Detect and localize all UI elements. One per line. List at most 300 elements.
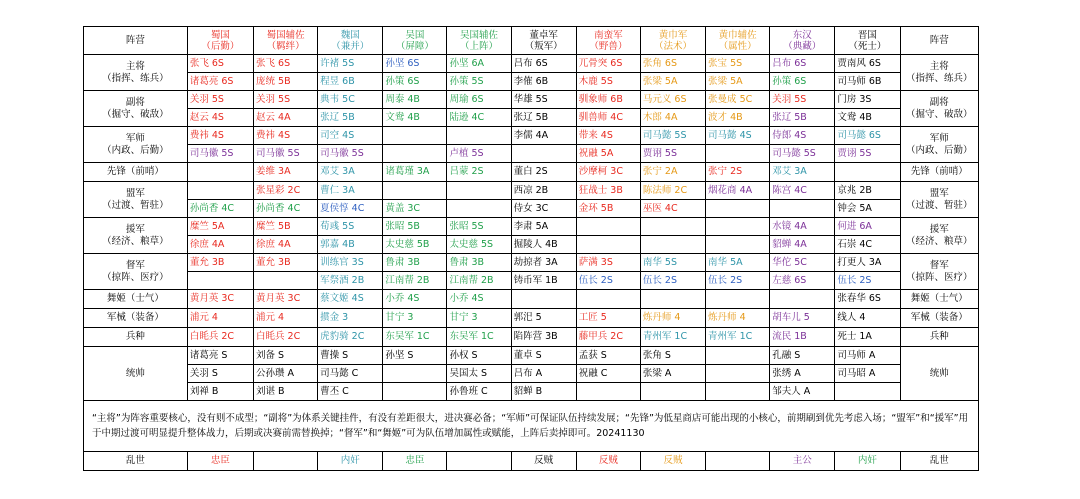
faction-name: 魏国 <box>340 29 360 41</box>
role-tag-cell <box>640 452 705 471</box>
unit-cell <box>318 218 383 236</box>
unit-entry: 太史慈 5S <box>449 238 494 250</box>
faction-header <box>576 27 640 55</box>
unit-entry: 董允 3B <box>189 256 225 268</box>
unit-cell <box>576 163 640 182</box>
role-name: 军师 <box>929 132 949 144</box>
unit-cell <box>318 347 383 365</box>
unit-cell <box>383 365 447 383</box>
unit-cell <box>254 272 318 290</box>
unit-cell <box>511 73 576 91</box>
unit-cell <box>187 109 253 127</box>
unit-entry: 黄月英 3C <box>189 293 235 304</box>
unit-cell <box>254 200 318 218</box>
unit-entry: 张辽 5B <box>772 111 807 123</box>
unit-cell <box>640 309 705 328</box>
role-name: 盟军 <box>929 187 949 199</box>
unit-entry: 小乔 4S <box>449 293 484 304</box>
unit-entry: 程昱 6B <box>320 75 355 87</box>
role-desc: （内政、后勤） <box>905 144 973 156</box>
unit-cell <box>511 163 576 182</box>
role-tag: 内奸 <box>340 455 360 466</box>
unit-entry: 赵云 4S <box>189 111 224 123</box>
role-desc: （掠阵、医疗） <box>905 271 973 283</box>
unit-cell <box>383 73 447 91</box>
unit-entry: 周泰 4B <box>385 93 420 105</box>
faction-header <box>706 27 770 55</box>
unit-entry: 曹丕 C <box>320 385 349 397</box>
unit-cell <box>383 55 447 73</box>
unit-cell <box>706 55 770 73</box>
unit-entry: 李儒 4A <box>513 129 549 141</box>
faction-name: 黄巾军 <box>658 29 688 41</box>
unit-entry: 江南帮 2B <box>385 274 430 286</box>
unit-cell <box>576 73 640 91</box>
unit-entry: 许褚 5S <box>320 57 355 69</box>
unit-cell <box>383 290 447 309</box>
faction-trait: （属性） <box>718 40 757 52</box>
unit-entry: 司马徽 5S <box>256 147 300 159</box>
unit-cell <box>770 182 835 200</box>
unit-entry: 董允 3B <box>256 256 291 268</box>
faction-trait: （上阵） <box>460 40 499 52</box>
faction-trait: （屏障） <box>395 40 434 52</box>
unit-cell <box>447 272 511 290</box>
unit-cell <box>770 328 835 347</box>
unit-entry: 张辽 5B <box>320 111 355 123</box>
unit-cell <box>447 290 511 309</box>
unit-cell <box>187 272 253 290</box>
unit-cell <box>383 218 447 236</box>
unit-entry: 张飞 6S <box>189 57 224 69</box>
unit-entry: 太史慈 5B <box>385 238 430 250</box>
unit-entry: 木鹿 5S <box>578 75 613 87</box>
unit-cell <box>640 127 705 145</box>
unit-cell <box>254 328 318 347</box>
unit-cell <box>318 55 383 73</box>
unit-entry: 鲁肃 3B <box>385 256 420 268</box>
unit-entry: 李傕 6B <box>513 75 549 87</box>
table-row <box>84 254 979 272</box>
faction-trait: （法术） <box>653 40 692 52</box>
unit-entry: 侍郎 4S <box>772 129 807 141</box>
unit-cell <box>706 163 770 182</box>
unit-entry: 沙摩柯 3C <box>578 166 623 177</box>
role-tag: 反贼 <box>663 455 683 466</box>
role-label-right <box>900 328 979 347</box>
unit-cell <box>447 328 511 347</box>
role-tag: 内奸 <box>857 455 877 466</box>
unit-entry: 军祭酒 2B <box>320 274 365 286</box>
unit-cell <box>770 200 835 218</box>
unit-cell <box>318 91 383 109</box>
unit-entry: 董白 2S <box>513 166 548 177</box>
unit-cell <box>770 145 835 163</box>
unit-entry: 邹夫人 A <box>772 385 811 397</box>
role-tag-cell <box>706 452 770 471</box>
role-tag-cell <box>835 452 900 471</box>
unit-entry: 张曼成 5C <box>708 93 753 105</box>
unit-cell <box>576 383 640 401</box>
role-name: 舞姬（士气） <box>910 293 968 304</box>
unit-entry: 西凉 2B <box>513 184 549 196</box>
unit-cell <box>770 347 835 365</box>
faction-header <box>835 27 900 55</box>
unit-entry: 曹仁 3A <box>320 184 355 196</box>
unit-entry: 李肃 5A <box>513 220 549 232</box>
unit-cell <box>770 163 835 182</box>
unit-entry: 刘谌 B <box>256 385 285 397</box>
role-desc: （过渡、暂驻） <box>905 199 973 211</box>
unit-entry: 曹操 S <box>320 349 349 361</box>
unit-cell <box>770 127 835 145</box>
role-tag-cell <box>383 452 447 471</box>
table-row <box>84 73 979 91</box>
unit-entry: 萨满 3S <box>578 256 613 268</box>
unit-entry: 黄月英 3C <box>256 293 301 304</box>
unit-cell <box>187 383 253 401</box>
role-label-left <box>84 55 188 91</box>
unit-entry: 关羽 S <box>189 367 218 379</box>
unit-cell <box>640 182 705 200</box>
unit-cell <box>511 272 576 290</box>
unit-entry: 张星彩 2C <box>256 184 301 196</box>
unit-entry: 南华 5A <box>708 256 743 268</box>
unit-entry: 司马昭 A <box>837 367 876 379</box>
role-label-right <box>900 182 979 218</box>
role-name: 军械（装备） <box>910 312 968 323</box>
unit-cell <box>770 236 835 254</box>
role-name: 兵种 <box>125 331 145 342</box>
unit-cell <box>187 309 253 328</box>
unit-cell <box>770 218 835 236</box>
unit-entry: 陷阵营 3B <box>513 331 558 342</box>
unit-cell <box>254 109 318 127</box>
unit-entry: 孙权 S <box>449 349 478 361</box>
unit-cell <box>447 200 511 218</box>
unit-cell <box>254 236 318 254</box>
table-row <box>84 182 979 200</box>
unit-cell <box>640 290 705 309</box>
unit-entry: 胡车儿 5 <box>772 312 810 323</box>
unit-cell <box>383 109 447 127</box>
unit-cell <box>576 127 640 145</box>
unit-cell <box>640 218 705 236</box>
unit-entry: 波才 4B <box>708 111 743 123</box>
faction-trait: （叛军） <box>524 40 563 52</box>
unit-cell <box>640 236 705 254</box>
unit-cell <box>770 365 835 383</box>
footer-right-label: 乱世 <box>900 452 979 471</box>
unit-cell <box>511 218 576 236</box>
role-desc: （掘守、破敌） <box>905 108 973 120</box>
unit-cell <box>447 383 511 401</box>
unit-entry: 何进 6A <box>837 220 872 232</box>
unit-entry: 司马懿 4S <box>708 129 752 141</box>
unit-entry: 驯象师 6B <box>578 93 623 105</box>
role-name: 副将 <box>125 96 145 108</box>
unit-cell <box>640 109 705 127</box>
unit-cell <box>640 163 705 182</box>
unit-cell <box>706 236 770 254</box>
unit-cell <box>254 163 318 182</box>
unit-cell <box>383 272 447 290</box>
unit-entry: 东吴军 1C <box>449 331 494 342</box>
faction-trait: （死士） <box>848 40 887 52</box>
role-label-right <box>900 163 979 182</box>
table-row <box>84 383 979 401</box>
unit-cell <box>706 328 770 347</box>
role-desc: （经济、粮草） <box>905 235 973 247</box>
unit-cell <box>254 347 318 365</box>
unit-entry: 劫掠者 3A <box>513 256 558 268</box>
unit-cell <box>835 347 900 365</box>
role-label-left <box>84 182 188 218</box>
unit-entry: 张梁 A <box>642 367 672 379</box>
unit-entry: 甘宁 3 <box>449 312 478 323</box>
unit-entry: 木郎 4A <box>642 111 678 123</box>
table-row <box>84 109 979 127</box>
unit-entry: 孟获 S <box>578 349 607 361</box>
unit-entry: 卢植 5S <box>449 147 484 159</box>
role-label-right <box>900 55 979 91</box>
table-row <box>84 365 979 383</box>
unit-cell <box>254 55 318 73</box>
unit-cell <box>383 328 447 347</box>
unit-cell <box>383 127 447 145</box>
table-row <box>84 309 979 328</box>
unit-cell <box>318 383 383 401</box>
unit-entry: 糜竺 5A <box>189 220 225 232</box>
unit-entry: 关羽 5S <box>189 93 224 105</box>
unit-cell <box>447 91 511 109</box>
unit-cell <box>835 91 900 109</box>
unit-cell <box>576 365 640 383</box>
unit-cell <box>576 290 640 309</box>
unit-entry: 文鸯 4B <box>837 111 872 123</box>
unit-entry: 兀骨突 6S <box>578 57 623 69</box>
header-left-label: 阵营 <box>84 27 188 55</box>
role-label-left <box>84 91 188 127</box>
unit-entry: 董卓 S <box>513 349 542 361</box>
lineup-table <box>83 26 979 471</box>
table-row <box>84 218 979 236</box>
unit-entry: 司空 4S <box>320 129 355 141</box>
unit-cell <box>706 145 770 163</box>
role-label-right <box>900 347 979 401</box>
role-label-right <box>900 91 979 127</box>
role-label-left <box>84 347 188 401</box>
unit-entry: 江南帮 2B <box>449 274 494 286</box>
unit-entry: 南华 5S <box>642 256 677 268</box>
unit-cell <box>706 127 770 145</box>
unit-entry: 驯兽师 4C <box>578 111 623 123</box>
unit-entry: 徐庶 4A <box>256 238 291 250</box>
unit-cell <box>447 182 511 200</box>
table-row <box>84 145 979 163</box>
unit-entry: 司马懿 5S <box>772 147 816 159</box>
unit-entry: 孙坚 S <box>385 349 414 361</box>
unit-cell <box>770 73 835 91</box>
unit-entry: 带来 4S <box>578 129 613 141</box>
unit-cell <box>835 236 900 254</box>
role-name: 统帅 <box>125 367 145 379</box>
footer-row <box>84 452 979 471</box>
unit-entry: 青州军 1C <box>642 331 688 342</box>
unit-entry: 刘禅 B <box>189 385 219 397</box>
unit-entry: 水镜 4A <box>772 220 807 232</box>
role-tag-cell <box>511 452 576 471</box>
unit-entry: 贾南风 6S <box>837 57 881 69</box>
unit-entry: 浦元 4 <box>189 312 218 323</box>
unit-cell <box>383 182 447 200</box>
faction-header <box>383 27 447 55</box>
faction-trait: （野兽） <box>589 40 628 52</box>
role-label-left <box>84 163 188 182</box>
unit-entry: 司马师 6B <box>837 75 882 87</box>
unit-entry: 司马师 A <box>837 349 876 361</box>
footnote-text: “主将”为阵容重要核心，没有则不成型；“副将”为体系关键挂件，有没有差距很大，进决赛必备；“军师”可保证队伍持续发展；“先锋”为低星商店可能出现的小核心，前期刷到优先考虑入场；“盟军”和“援军”用于中期过渡可明显提升整体战力，后期或决赛前需替换掉；“督军”和“舞姬”可为队伍增加属性或赋能，上阵后卖掉即可。20241130 <box>84 401 979 452</box>
unit-cell <box>706 254 770 272</box>
unit-cell <box>318 290 383 309</box>
unit-cell <box>706 347 770 365</box>
unit-cell <box>511 182 576 200</box>
unit-entry: 吕布 6S <box>772 57 807 69</box>
unit-entry: 孙鲁班 C <box>449 385 488 397</box>
unit-cell <box>576 182 640 200</box>
unit-cell <box>835 290 900 309</box>
unit-cell <box>835 73 900 91</box>
unit-cell <box>576 347 640 365</box>
unit-entry: 张春华 6S <box>837 293 881 304</box>
unit-entry: 费祎 4S <box>256 129 291 141</box>
role-label-left <box>84 218 188 254</box>
unit-entry: 司马徽 5S <box>189 147 234 159</box>
faction-header <box>318 27 383 55</box>
unit-entry: 张昭 5S <box>449 220 484 232</box>
unit-cell <box>318 365 383 383</box>
unit-cell <box>254 218 318 236</box>
unit-cell <box>383 383 447 401</box>
table-row <box>84 347 979 365</box>
unit-cell <box>318 328 383 347</box>
unit-entry: 司马懿 5S <box>642 129 687 141</box>
unit-cell <box>187 127 253 145</box>
faction-trait: （典藏） <box>783 40 822 52</box>
unit-cell <box>511 109 576 127</box>
faction-header <box>770 27 835 55</box>
unit-cell <box>511 91 576 109</box>
unit-entry: 张宝 5S <box>708 57 743 69</box>
unit-cell <box>640 365 705 383</box>
unit-entry: 金环 5B <box>578 202 614 214</box>
unit-entry: 徐庶 4A <box>189 238 225 250</box>
role-tag-cell <box>770 452 835 471</box>
role-name: 副将 <box>929 96 949 108</box>
unit-entry: 张角 S <box>642 349 671 361</box>
unit-entry: 白眊兵 2C <box>256 331 301 342</box>
faction-name: 东汉 <box>792 29 812 41</box>
unit-entry: 华佗 5C <box>772 256 807 268</box>
unit-cell <box>318 73 383 91</box>
unit-entry: 诸葛亮 S <box>189 349 228 361</box>
unit-cell <box>254 383 318 401</box>
table-row <box>84 127 979 145</box>
faction-header <box>254 27 318 55</box>
unit-entry: 司马徽 5S <box>320 147 364 159</box>
role-name: 先锋（前哨） <box>106 166 164 177</box>
table-row <box>84 272 979 290</box>
role-label-right <box>900 218 979 254</box>
unit-entry: 鲁肃 3B <box>449 256 485 268</box>
unit-cell <box>254 73 318 91</box>
unit-cell <box>576 218 640 236</box>
unit-cell <box>187 200 253 218</box>
faction-name: 蜀国 <box>210 29 230 41</box>
unit-entry: 钟会 5A <box>837 202 872 214</box>
unit-entry: 张昭 5B <box>385 220 420 232</box>
unit-entry: 吕布 6S <box>513 57 548 69</box>
unit-entry: 姜维 3A <box>256 166 291 177</box>
table-row <box>84 328 979 347</box>
table-row <box>84 236 979 254</box>
unit-cell <box>835 127 900 145</box>
unit-cell <box>383 254 447 272</box>
unit-cell <box>511 145 576 163</box>
unit-cell <box>254 145 318 163</box>
role-name: 盟军 <box>125 187 145 199</box>
unit-entry: 貂蝉 4A <box>772 238 807 250</box>
unit-entry: 狂战士 3B <box>578 184 623 196</box>
unit-cell <box>706 73 770 91</box>
unit-entry: 郭汜 5 <box>513 312 542 323</box>
unit-cell <box>576 272 640 290</box>
unit-entry: 典韦 5C <box>320 93 355 105</box>
unit-entry: 训练官 3S <box>320 256 364 268</box>
unit-cell <box>706 383 770 401</box>
faction-name: 董卓军 <box>529 29 558 41</box>
unit-cell <box>187 91 253 109</box>
unit-cell <box>511 383 576 401</box>
unit-entry: 邓艾 3A <box>320 166 355 177</box>
unit-entry: 小乔 4S <box>385 293 420 304</box>
unit-cell <box>576 309 640 328</box>
faction-name: 蜀国辅佐 <box>266 29 305 41</box>
unit-cell <box>187 182 253 200</box>
role-tag: 忠臣 <box>210 455 230 466</box>
unit-cell <box>511 347 576 365</box>
unit-cell <box>770 309 835 328</box>
role-tag: 反贼 <box>598 455 618 466</box>
unit-cell <box>187 55 253 73</box>
unit-entry: 炼丹师 4 <box>708 312 746 323</box>
role-name: 先锋（前哨） <box>910 166 968 177</box>
unit-entry: 白眊兵 2C <box>189 331 235 342</box>
unit-cell <box>770 91 835 109</box>
role-name: 军师 <box>125 132 145 144</box>
role-label-right <box>900 127 979 163</box>
unit-cell <box>576 328 640 347</box>
unit-cell <box>706 218 770 236</box>
role-tag-cell <box>254 452 318 471</box>
header-row <box>84 27 979 55</box>
unit-cell <box>576 109 640 127</box>
unit-entry: 司马懿 6S <box>837 129 881 141</box>
unit-cell <box>254 182 318 200</box>
role-name: 主将 <box>125 60 145 72</box>
unit-cell <box>770 290 835 309</box>
unit-cell <box>383 347 447 365</box>
